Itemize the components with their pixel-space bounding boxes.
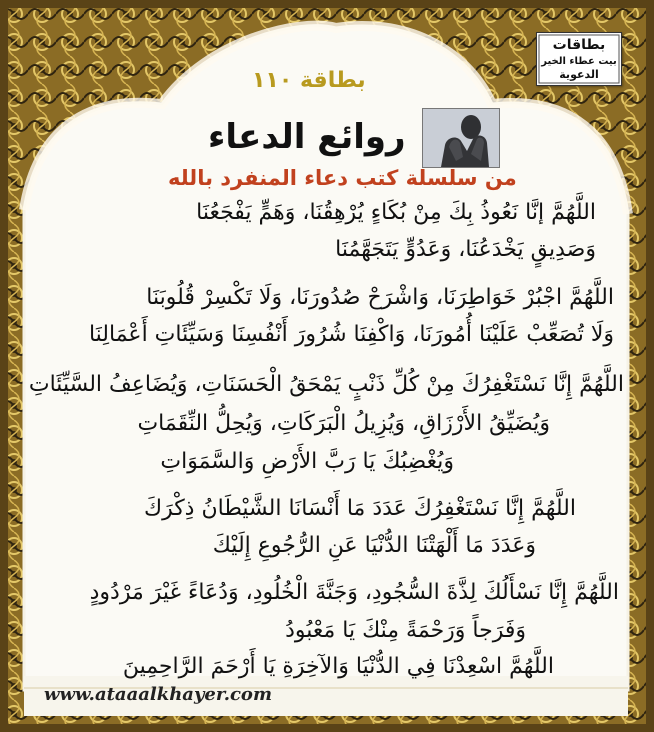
dua-line-5: اللَّهُمَّ إِنَّا نَسْتَغْفِرُكَ مِنْ كُلِّ ذَنْبٍ يَمْحَقُ الْحَسَنَاتِ، وَيُضَاعِفُ السَّيِّئَاتِ <box>28 372 624 397</box>
publisher-logo <box>536 32 622 86</box>
dua-line-6: وَيُضَيِّقُ الأَرْزَاقِ، وَيُزِيلُ الْبَرَكَاتِ، وَيُحِلُّ النِّقَمَاتِ <box>137 411 550 436</box>
logo-line-1: بطاقات <box>552 37 606 53</box>
dua-line-10: اللَّهُمَّ إِنَّا نَسْأَلُكَ لِذَّةَ السُّجُودِ، وَجَنَّةَ الْخُلُودِ، وَدُعَاءً غَيْرَ مَرْدُودٍ <box>89 580 619 605</box>
dua-line-9: وَعَدَدَ مَا أَلْهَتْنَا الدُّنْيَا عَنِ الرُّجُوعِ إِلَيْكَ <box>212 533 536 558</box>
logo-line-2: بيت عطاء الخير <box>541 56 617 67</box>
dua-line-4: وَلَا تُصَعِّبْ عَلَيْنَا أُمُورَنَا، وَاكْفِنَا شُرُورَ أَنْفُسِنَا وَسَيِّئَاتِ أَعْمَالِنَا <box>88 322 614 347</box>
dua-line-7: وَيُغْضِبُكَ يَا رَبَّ الأَرْضِ وَالسَّمَوَاتِ <box>160 449 454 474</box>
subtitle: من سلسلة كتب دعاء المنفرد بالله <box>168 166 517 190</box>
dua-line-8: اللَّهُمَّ إِنَّا نَسْتَغْفِرُكَ عَدَدَ مَا أَنْسَانَا الشَّيْطَانُ ذِكْرَكَ <box>143 496 576 521</box>
dua-line-3: اللَّهُمَّ اجْبُرْ خَوَاطِرَنَا، وَاشْرَحْ صُدُورَنَا، وَلَا تَكْسِرْ قُلُوبَنَا <box>146 285 614 310</box>
card-number-label: بطاقة ١١٠ <box>252 68 366 93</box>
logo-line-3: الدعوية <box>559 68 599 81</box>
dua-line-12: اللَّهُمَّ اسْعِدْنَا فِي الدُّنْيَا وَالآخِرَةِ يَا أَرْحَمَ الرَّاحِمِينَ <box>122 654 554 679</box>
footer-url: www.ataaalkhayer.com <box>44 684 272 705</box>
main-title: روائع الدعاء <box>208 117 406 157</box>
dua-line-11: وَفَرَجاً وَرَحْمَةً مِنْكَ يَا مَعْبُودُ <box>285 618 526 643</box>
praying-hands-image <box>422 108 500 168</box>
dua-line-1: اللَّهُمَّ إنَّا نَعُوذُ بِكَ مِنْ بُكَاءٍ يُرْهِقُنَا، وَهَمٍّ يَفْجَعُنَا <box>196 200 596 225</box>
dua-line-2: وَصَدِيقٍ يَخْدَعُنَا، وَعَدُوٍّ يَتَجَهَّمُنَا <box>335 237 596 262</box>
